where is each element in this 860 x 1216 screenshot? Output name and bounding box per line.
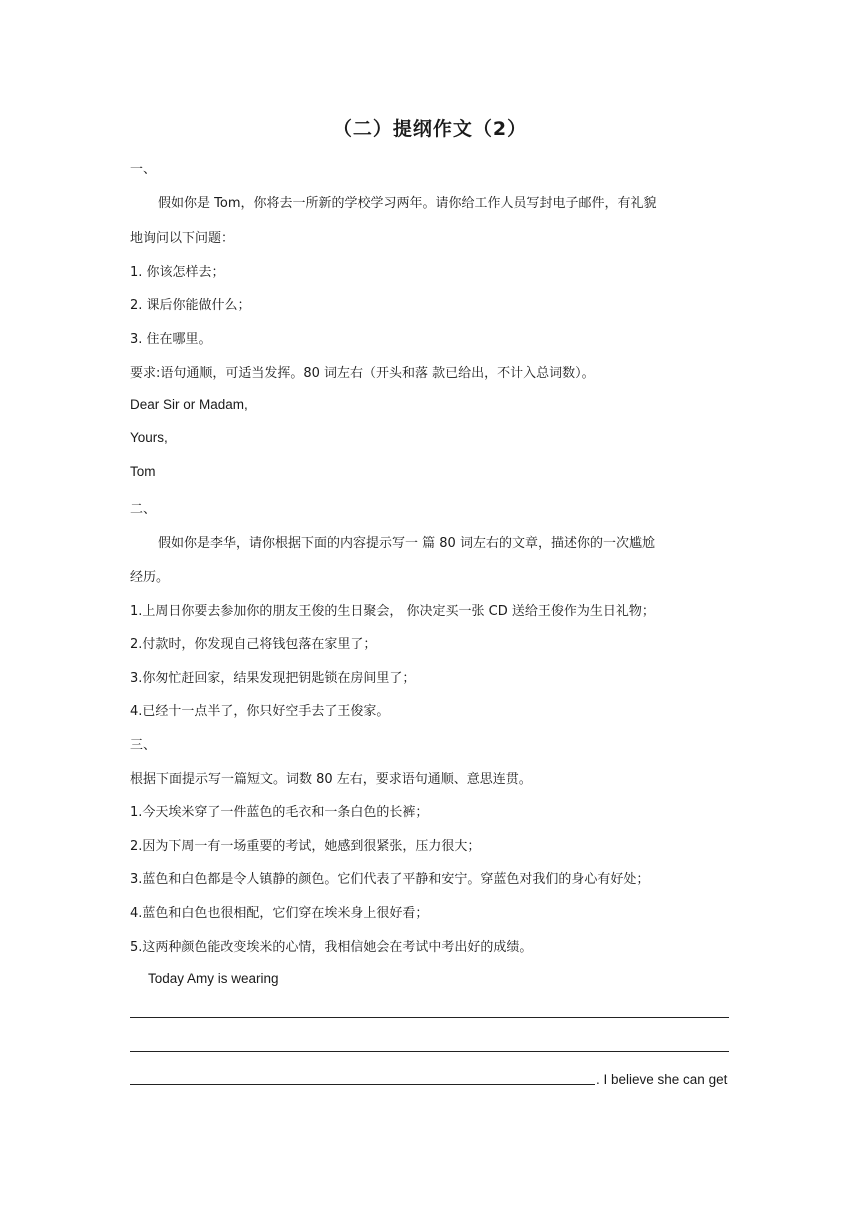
essay-starter: Today Amy is wearing [148, 971, 279, 986]
section3-item-3: 3.蓝色和白色都是令人镇静的颜色。它们代表了平静和安宁。穿蓝色对我们的身心有好处； [130, 872, 650, 887]
section1-requirement: 要求:语句通顺，可适当发挥。80 词左右（开头和落 款已给出，不计入总词数）。 [130, 366, 595, 381]
section3-heading: 三、 [130, 738, 157, 753]
section2-prompt-line1: 假如你是李华，请你根据下面的内容提示写一 篇 80 词左右的文章，描述你的一次尴尬 [158, 536, 655, 551]
section2-item-1: 1.上周日你要去参加你的朋友王俊的生日聚会， 你决定买一张 CD 送给王俊作为生日礼物； [130, 604, 655, 619]
section3-item-4: 4.蓝色和白色也很相配，它们穿在埃米身上很好看； [130, 906, 429, 921]
page-title: （二）提纲作文（2） [332, 118, 528, 140]
section1-item-3: 3. 住在哪里。 [130, 332, 212, 347]
essay-ending: . I believe she can get [596, 1072, 728, 1087]
letter-signature: Tom [130, 464, 156, 479]
section1-heading: 一、 [130, 162, 157, 177]
writing-blank-line-3[interactable] [130, 1084, 595, 1085]
letter-closing: Yours, [130, 430, 168, 445]
section1-prompt-line1: 假如你是 Tom，你将去一所新的学校学习两年。请你给工作人员写封电子邮件，有礼貌 [158, 196, 657, 211]
section1-prompt-line2: 地询问以下问题： [130, 231, 235, 246]
writing-blank-line-2[interactable] [130, 1051, 729, 1052]
section1-item-2: 2. 课后你能做什么； [130, 298, 251, 313]
section1-item-1: 1. 你该怎样去； [130, 265, 225, 280]
section2-heading: 二、 [130, 502, 157, 517]
section3-item-1: 1.今天埃米穿了一件蓝色的毛衣和一条白色的长裤； [130, 805, 429, 820]
section2-item-2: 2.付款时，你发现自己将钱包落在家里了； [130, 637, 377, 652]
section2-item-3: 3.你匆忙赶回家，结果发现把钥匙锁在房间里了； [130, 671, 416, 686]
section3-item-5: 5.这两种颜色能改变埃米的心情，我相信她会在考试中考出好的成绩。 [130, 940, 533, 955]
letter-greeting: Dear Sir or Madam, [130, 397, 248, 412]
section3-item-2: 2.因为下周一有一场重要的考试，她感到很紧张，压力很大； [130, 839, 481, 854]
section2-prompt-line2: 经历。 [130, 570, 170, 585]
writing-blank-line-1[interactable] [130, 1017, 729, 1018]
section2-item-4: 4.已经十一点半了，你只好空手去了王俊家。 [130, 704, 390, 719]
section3-prompt: 根据下面提示写一篇短文。词数 80 左右，要求语句通顺、意思连贯。 [130, 772, 532, 787]
